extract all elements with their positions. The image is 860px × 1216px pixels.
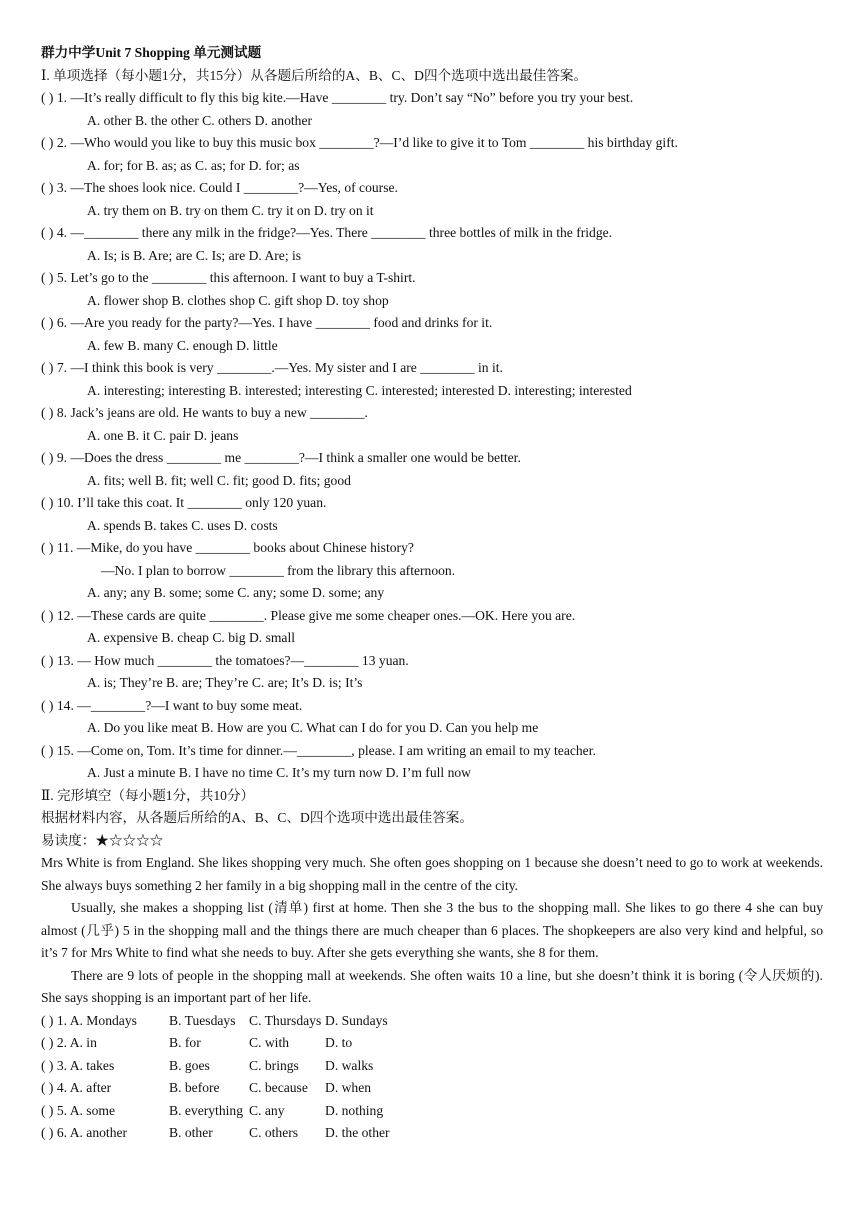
answer-options: A. Do you like meat B. How are you C. What can I do for you D. Can you help me: [87, 720, 539, 735]
section-2-instruction: 根据材料内容，从各题后所给的A、B、C、D四个选项中选出最佳答案。: [41, 810, 473, 825]
answer-options: A. Is; is B. Are; are C. Is; are D. Are; is: [87, 247, 302, 263]
question-stem: ( ) 5. Let’s go to the ________ this afternoon. I want to buy a T-shirt.: [41, 270, 416, 285]
cloze-option: B. everything: [169, 1102, 243, 1118]
cloze-option: C. Thursdays: [249, 1012, 322, 1028]
cloze-option: D. walks: [325, 1057, 374, 1073]
cloze-option-row: [41, 1100, 823, 1123]
answer-options: A. flower shop B. clothes shop C. gift shop D. toy shop: [87, 292, 389, 308]
cloze-option: ( ) 3. A. takes: [41, 1057, 115, 1073]
answer-options: A. few B. many C. enough D. little: [87, 337, 278, 353]
cloze-option: D. to: [325, 1035, 353, 1050]
question-stem: ( ) 15. —Come on, Tom. It’s time for dinner.—________, please. I am writing an email to my teacher.: [41, 742, 596, 758]
cloze-paragraph-2: Usually, she makes a shopping list (清单) first at home. Then she 3 the bus to the shopping mall. She likes to go there 4 she can buy almost (几乎) 5 in the shopping mall and the things there are much cheaper than 6 places. The shopkeepers are also very kind and helpful, so it’s 7 for Mrs White to find what she needs to buy. After she gets everything she wants, she 8 for them.: [41, 900, 823, 960]
question-stem: ( ) 14. —________?—I want to buy some meat.: [41, 697, 303, 713]
question-stem: ( ) 7. —I think this book is very ________.—Yes. My sister and I are ________ in it.: [41, 360, 503, 375]
cloze-option: ( ) 5. A. some: [41, 1102, 116, 1118]
question-stem: ( ) 3. —The shoes look nice. Could I ________?—Yes, of course.: [41, 180, 398, 195]
section-2-heading: Ⅱ. 完形填空（每小题1分，共10分）: [41, 787, 255, 803]
question-stem: ( ) 6. —Are you ready for the party?—Yes. I have ________ food and drinks for it.: [41, 315, 493, 330]
answer-options: A. one B. it C. pair D. jeans: [87, 427, 239, 443]
answer-options: A. any; any B. some; some C. any; some D. some; any: [87, 585, 385, 600]
cloze-options: [41, 1010, 823, 1145]
question-stem: ( ) 13. — How much ________ the tomatoes?—________ 13 yuan.: [41, 652, 409, 668]
cloze-option: B. Tuesdays: [169, 1012, 236, 1028]
cloze-option: C. others: [249, 1125, 299, 1140]
answer-options: A. expensive B. cheap C. big D. small: [87, 630, 296, 645]
cloze-option: ( ) 6. A. another: [41, 1125, 128, 1140]
answer-options: A. other B. the other C. others D. another: [87, 112, 313, 128]
cloze-option: C. brings: [249, 1057, 299, 1073]
cloze-option-row: [41, 1032, 823, 1055]
cloze-option: C. any: [249, 1102, 285, 1118]
cloze-paragraph-1: Mrs White is from England. She likes shopping very much. She often goes shopping on 1 because she doesn’t need to go to work at weekends. She always buys something 2 her family in a big shopping mall in the centre of the city.: [41, 855, 823, 893]
question-stem: ( ) 9. —Does the dress ________ me ________?—I think a smaller one would be better.: [41, 450, 521, 465]
cloze-option: B. other: [169, 1125, 213, 1140]
cloze-option-row: [41, 1055, 823, 1078]
answer-options: A. spends B. takes C. uses D. costs: [87, 517, 278, 533]
answer-options: A. is; They’re B. are; They’re C. are; It’s D. is; It’s: [87, 675, 363, 690]
answer-options: A. interesting; interesting B. interested; interesting C. interested; interested D. interesting; interested: [87, 382, 632, 398]
question-stem: ( ) 1. —It’s really difficult to fly this big kite.—Have ________ try. Don’t say “No” before you try your best.: [41, 90, 634, 105]
cloze-option: B. before: [169, 1080, 220, 1095]
cloze-option: B. goes: [169, 1057, 210, 1073]
cloze-option: ( ) 4. A. after: [41, 1080, 112, 1095]
cloze-option-row: [41, 1077, 823, 1100]
cloze-option-row: [41, 1122, 823, 1145]
test-paper: [41, 42, 823, 1145]
section-1-questions: [41, 87, 823, 785]
question-stem: ( ) 8. Jack’s jeans are old. He wants to buy a new ________.: [41, 405, 368, 420]
cloze-option: D. the other: [325, 1125, 390, 1140]
cloze-option: B. for: [169, 1035, 201, 1050]
difficulty-rating: 易读度：★☆☆☆☆: [41, 832, 164, 848]
cloze-option: ( ) 1. A. Mondays: [41, 1012, 137, 1028]
question-stem: ( ) 11. —Mike, do you have ________ books about Chinese history?: [41, 540, 414, 555]
cloze-paragraph-3: There are 9 lots of people in the shopping mall at weekends. She often waits 10 a line, but she doesn’t think it is boring (令人厌烦的). She says shopping is an important part of her life.: [41, 967, 823, 1005]
cloze-option: ( ) 2. A. in: [41, 1035, 97, 1050]
question-stem: ( ) 10. I’ll take this coat. It ________ only 120 yuan.: [41, 495, 327, 510]
cloze-option: C. because: [249, 1080, 308, 1095]
cloze-option: D. nothing: [325, 1102, 384, 1118]
cloze-option: C. with: [249, 1035, 290, 1050]
question-stem-continued: —No. I plan to borrow ________ from the library this afternoon.: [101, 562, 456, 578]
answer-options: A. try them on B. try on them C. try it on D. try on it: [87, 202, 374, 218]
section-1-heading: Ⅰ. 单项选择（每小题1分，共15分）从各题后所给的A、B、C、D四个选项中选出最佳答案。: [41, 67, 588, 83]
page-title: 群力中学Unit 7 Shopping 单元测试题: [41, 45, 262, 60]
cloze-option: D. when: [325, 1080, 372, 1095]
answer-options: A. for; for B. as; as C. as; for D. for; as: [87, 157, 300, 173]
answer-options: A. fits; well B. fit; well C. fit; good D. fits; good: [87, 472, 351, 488]
cloze-option: D. Sundays: [325, 1012, 388, 1028]
cloze-option-row: [41, 1010, 823, 1033]
answer-options: A. Just a minute B. I have no time C. It’s my turn now D. I’m full now: [87, 765, 471, 780]
question-stem: ( ) 4. —________ there any milk in the fridge?—Yes. There ________ three bottles of milk in the fridge.: [41, 225, 613, 240]
question-stem: ( ) 12. —These cards are quite ________. Please give me some cheaper ones.—OK. Here you are.: [41, 607, 576, 623]
question-stem: ( ) 2. —Who would you like to buy this music box ________?—I’d like to give it to Tom ________ his birthday gift.: [41, 135, 678, 150]
